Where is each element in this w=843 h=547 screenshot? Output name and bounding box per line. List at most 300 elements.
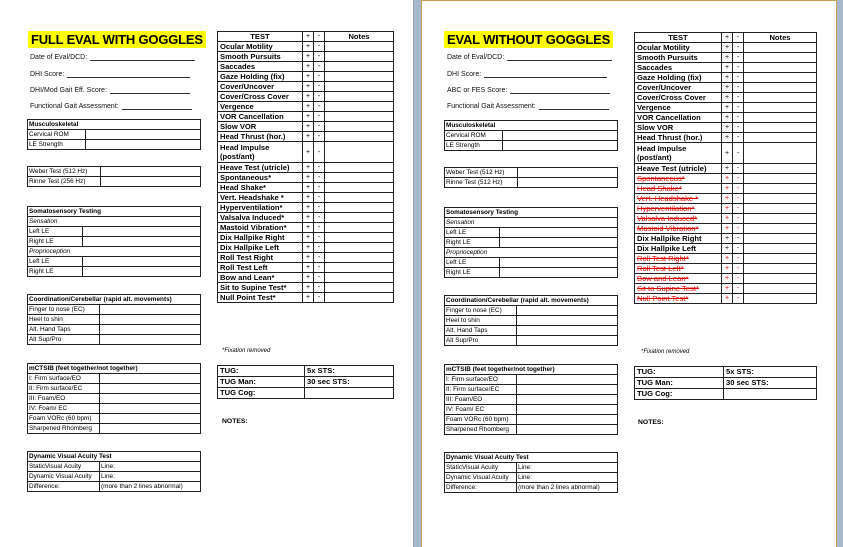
test-name: Hyperventilation* [635,204,722,214]
entry-cell[interactable] [83,257,201,267]
plus-cell[interactable]: + [303,62,314,72]
plus-column-header: + [722,33,733,43]
test-row [218,42,394,52]
notes-cell[interactable] [744,264,817,274]
minus-cell[interactable]: - [314,142,325,163]
plus-cell[interactable]: + [722,254,733,264]
test-name: Sit to Supine Test* [218,283,303,293]
dhi-score-field[interactable] [30,71,190,78]
test-name: Hyperventilation* [218,203,303,213]
plus-cell[interactable]: + [722,83,733,93]
table-row: Alt Sup/Pro [28,335,100,345]
table-row: I: Firm surface/EO [28,374,100,384]
plus-cell[interactable]: + [303,203,314,213]
plus-cell[interactable]: + [722,244,733,254]
table-header: Somatosensory Testing [445,208,618,218]
entry-cell[interactable] [503,141,618,151]
entry-cell[interactable] [517,415,618,425]
tug-table [217,365,394,399]
plus-cell[interactable]: + [722,73,733,83]
test-row [218,132,394,142]
tug-cog-cell[interactable]: TUG Cog: [635,389,724,400]
mctsib-table [444,364,618,435]
test-row [218,213,394,223]
plus-cell[interactable]: + [303,72,314,82]
minus-cell[interactable]: - [314,102,325,112]
test-name: Vert. Headshake * [218,193,303,203]
line-label: Line: [101,462,115,470]
notes-cell[interactable] [744,113,817,123]
notes-cell[interactable] [744,254,817,264]
test-row [635,284,817,294]
plus-cell[interactable]: + [303,213,314,223]
table-row: Alt. Hand Taps [445,326,517,336]
minus-cell[interactable]: - [314,52,325,62]
plus-cell[interactable]: + [303,132,314,142]
plus-cell[interactable]: + [722,184,733,194]
minus-cell[interactable]: - [314,72,325,82]
minus-cell[interactable]: - [314,293,325,303]
table-row: Alt. Hand Taps [28,325,100,335]
entry-cell[interactable] [517,375,618,385]
minus-cell[interactable]: - [733,63,744,73]
table-row: Heel to shin [445,316,517,326]
plus-cell[interactable]: + [303,102,314,112]
minus-cell[interactable]: - [314,213,325,223]
minus-cell[interactable]: - [733,264,744,274]
functional-gait-field[interactable] [30,103,192,110]
entry-cell[interactable] [100,384,201,394]
plus-cell[interactable]: + [722,113,733,123]
test-row [218,193,394,203]
functional-gait-field[interactable] [447,103,609,110]
minus-cell[interactable]: - [314,263,325,273]
minus-cell[interactable]: - [733,294,744,304]
notes-cell[interactable] [325,233,394,243]
test-row [218,52,394,62]
minus-cell[interactable]: - [314,42,325,52]
line-cell[interactable] [100,472,201,482]
notes-cell[interactable] [325,263,394,273]
notes-cell[interactable] [744,83,817,93]
entry-cell[interactable] [100,414,201,424]
minus-cell[interactable]: - [314,253,325,263]
table-row: Right LE [28,267,83,277]
entry-cell[interactable] [100,374,201,384]
minus-cell[interactable]: - [733,204,744,214]
minus-cell[interactable]: - [733,234,744,244]
table-row: LE Strength [445,141,503,151]
test-name: Head Thrust (hor.) [635,133,722,143]
notes-cell[interactable] [325,253,394,263]
notes-cell[interactable] [744,294,817,304]
minus-cell[interactable]: - [314,82,325,92]
tug-table [634,366,817,400]
plus-cell[interactable]: + [303,112,314,122]
plus-cell[interactable]: + [303,263,314,273]
line-label: Line: [518,463,532,471]
table-row: Alt Sup/Pro [445,336,517,346]
field-label: DHI/Mod Gait Eff. Score: [30,87,107,94]
tug-man-cell[interactable]: TUG Man: [635,378,724,389]
plus-cell[interactable]: + [722,234,733,244]
line-cell[interactable] [517,473,618,483]
page-title: EVAL WITHOUT GOGGLES [444,31,613,48]
test-row [218,233,394,243]
date-of-eval-field[interactable] [447,54,612,61]
table-row: I: Firm surface/EO [445,375,517,385]
minus-cell[interactable]: - [733,73,744,83]
test-name: Valsalva Induced* [218,213,303,223]
plus-cell[interactable]: + [722,264,733,274]
sts30-cell[interactable]: 30 sec STS: [724,378,817,389]
notes-cell[interactable] [325,142,394,163]
plus-cell[interactable]: + [722,214,733,224]
notes-cell[interactable] [744,174,817,184]
minus-cell[interactable]: - [733,164,744,174]
notes-cell[interactable] [744,73,817,83]
test-name: Head Shake* [218,183,303,193]
subheader-sensation: Sensation [28,217,201,227]
table-row: Weber Test (512 Hz) [445,168,518,178]
minus-cell[interactable]: - [314,233,325,243]
test-name: Gaze Holding (fix) [635,73,722,83]
notes-cell[interactable] [325,92,394,102]
entry-cell[interactable] [83,267,201,277]
notes-cell[interactable] [744,164,817,174]
test-row [218,253,394,263]
notes-cell[interactable] [325,243,394,253]
plus-cell[interactable]: + [303,193,314,203]
table-header: Coordination/Cerebellar (rapid alt. movements) [445,296,618,306]
test-name: Spontaneous* [218,173,303,183]
plus-cell[interactable]: + [722,204,733,214]
table-row: Cervical ROM [445,131,503,141]
notes-cell[interactable] [744,234,817,244]
field-label: Date of Eval/DCD: [30,54,88,61]
minus-cell[interactable]: - [733,143,744,164]
plus-cell[interactable]: + [303,42,314,52]
table-row: Right LE [445,268,500,278]
test-name: Heave Test (utricle) [218,163,303,173]
entry-cell[interactable] [500,238,618,248]
notes-cell[interactable] [744,214,817,224]
notes-cell[interactable] [744,53,817,63]
sts5-cell[interactable]: 5x STS: [724,367,817,378]
table-header: Musculoskeletal [445,121,618,131]
entry-cell[interactable] [517,405,618,415]
entry-cell[interactable] [517,385,618,395]
plus-cell[interactable]: + [722,103,733,113]
minus-cell[interactable]: - [733,284,744,294]
minus-cell[interactable]: - [733,43,744,53]
plus-cell[interactable]: + [722,164,733,174]
notes-cell[interactable] [325,193,394,203]
plus-cell[interactable]: + [722,294,733,304]
minus-cell[interactable]: - [733,53,744,63]
entry-cell[interactable] [517,336,618,346]
test-row [218,82,394,92]
entry-cell[interactable] [503,131,618,141]
test-row [635,113,817,123]
notes-cell[interactable] [325,173,394,183]
plus-cell[interactable]: + [303,253,314,263]
test-name: Saccades [218,62,303,72]
test-row [635,83,817,93]
test-name: Vergence [218,102,303,112]
notes-cell[interactable] [744,103,817,113]
tug-man-cell[interactable]: TUG Man: [218,377,305,388]
test-name: Vert. Headshake * [635,194,722,204]
sts30-cell[interactable]: 30 sec STS: [305,377,394,388]
test-name: Heave Test (utricle) [635,164,722,174]
tug-cell[interactable]: TUG: [635,367,724,378]
empty-cell[interactable] [305,388,394,399]
test-name: Head Thrust (hor.) [218,132,303,142]
plus-cell[interactable]: + [303,283,314,293]
test-row [218,273,394,283]
sts5-cell[interactable]: 5x STS: [305,366,394,377]
plus-cell[interactable]: + [303,163,314,173]
notes-cell[interactable] [325,223,394,233]
notes-cell[interactable] [744,184,817,194]
notes-cell[interactable] [744,204,817,214]
plus-cell[interactable]: + [303,142,314,163]
notes-cell[interactable] [744,194,817,204]
minus-cell[interactable]: - [733,113,744,123]
plus-cell[interactable]: + [722,43,733,53]
line-cell[interactable] [517,463,618,473]
minus-cell[interactable]: - [314,92,325,102]
table-row: II: Firm surface/EC [445,385,517,395]
notes-cell[interactable] [325,52,394,62]
test-name: Slow VOR [218,122,303,132]
plus-cell[interactable]: + [722,53,733,63]
test-name: Null Point Test* [635,294,722,304]
minus-cell[interactable]: - [314,112,325,122]
minus-cell[interactable]: - [733,244,744,254]
dhi-mod-gait-field[interactable] [30,87,190,94]
entry-cell[interactable] [100,404,201,414]
line-cell[interactable] [100,462,201,472]
test-row [218,102,394,112]
musculoskeletal-table [27,119,201,150]
entry-cell[interactable] [100,424,201,434]
plus-cell[interactable]: + [303,173,314,183]
diff-cell[interactable] [100,482,201,492]
plus-cell[interactable]: + [722,123,733,133]
notes-cell[interactable] [325,203,394,213]
plus-cell[interactable]: + [303,293,314,303]
notes-cell[interactable] [325,82,394,92]
entry-cell[interactable] [517,425,618,435]
empty-cell[interactable] [724,389,817,400]
notes-cell[interactable] [744,63,817,73]
plus-cell[interactable]: + [722,274,733,284]
entry-cell[interactable] [500,258,618,268]
subheader-proprioception: Proprioception [445,248,618,258]
tug-cell[interactable]: TUG: [218,366,305,377]
entry-cell[interactable] [517,316,618,326]
entry-cell[interactable] [517,326,618,336]
test-row [218,62,394,72]
test-row [635,224,817,234]
table-header: mCTSIB (feet together/not together) [445,365,618,375]
minus-cell[interactable]: - [733,123,744,133]
entry-cell[interactable] [500,228,618,238]
test-row [635,73,817,83]
notes-cell[interactable] [325,72,394,82]
minus-cell[interactable]: - [314,283,325,293]
plus-cell[interactable]: + [303,223,314,233]
table-row: II: Firm surface/EC [28,384,100,394]
entry-cell[interactable] [83,227,201,237]
notes-cell[interactable] [325,293,394,303]
table-row: IV: Foam/ EC [445,405,517,415]
test-name: Roll Test Right* [635,254,722,264]
minus-cell[interactable]: - [733,103,744,113]
notes-cell[interactable] [325,42,394,52]
test-row [218,163,394,173]
plus-cell[interactable]: + [722,174,733,184]
test-name: Dix Hallpike Right [218,233,303,243]
minus-cell[interactable]: - [733,254,744,264]
table-header: Dynamic Visual Acuity Test [28,452,201,462]
notes-cell[interactable] [325,163,394,173]
entry-cell[interactable] [517,306,618,316]
abc-fes-score-field[interactable] [447,87,610,94]
plus-cell[interactable]: + [722,133,733,143]
notes-cell[interactable] [744,133,817,143]
entry-cell[interactable] [100,335,201,345]
minus-cell[interactable]: - [314,132,325,142]
notes-cell[interactable] [325,183,394,193]
plus-cell[interactable]: + [722,284,733,294]
entry-cell[interactable] [83,237,201,247]
minus-cell[interactable]: - [733,174,744,184]
plus-cell[interactable]: + [722,224,733,234]
entry-cell[interactable] [518,178,618,188]
field-label: DHI Score: [447,71,482,78]
table-header: Dynamic Visual Acuity Test [445,453,618,463]
minus-cell[interactable]: - [733,214,744,224]
entry-cell[interactable] [101,177,201,187]
notes-cell[interactable] [744,93,817,103]
test-name: VOR Cancellation [218,112,303,122]
notes-cell[interactable] [325,112,394,122]
fixation-note: *Fixation removed [641,349,690,355]
plus-cell[interactable]: + [303,122,314,132]
minus-cell[interactable]: - [314,173,325,183]
entry-cell[interactable] [100,325,201,335]
table-row: Right LE [28,237,83,247]
minus-cell[interactable]: - [733,194,744,204]
notes-cell[interactable] [325,102,394,112]
plus-cell[interactable]: + [303,233,314,243]
test-name: Cover/Uncover [218,82,303,92]
notes-cell[interactable] [744,123,817,133]
entry-cell[interactable] [100,305,201,315]
minus-cell[interactable]: - [314,122,325,132]
minus-cell[interactable]: - [314,273,325,283]
notes-cell[interactable] [744,274,817,284]
plus-cell[interactable]: + [303,52,314,62]
test-row [635,244,817,254]
plus-cell[interactable]: + [303,273,314,283]
notes-cell[interactable] [744,284,817,294]
notes-cell[interactable] [744,244,817,254]
minus-cell[interactable]: - [733,184,744,194]
minus-cell[interactable]: - [314,193,325,203]
test-row [635,184,817,194]
minus-cell[interactable]: - [314,223,325,233]
notes-cell[interactable] [325,132,394,142]
notes-cell[interactable] [325,283,394,293]
plus-cell[interactable]: + [722,143,733,164]
entry-cell[interactable] [517,395,618,405]
plus-cell[interactable]: + [303,92,314,102]
notes-cell[interactable] [744,224,817,234]
notes-cell[interactable] [744,43,817,53]
table-row: Cervical ROM [28,130,86,140]
minus-cell[interactable]: - [733,274,744,284]
minus-cell[interactable]: - [314,62,325,72]
test-row [635,294,817,304]
test-row [635,254,817,264]
date-of-eval-field[interactable] [30,54,195,61]
entry-cell[interactable] [500,268,618,278]
minus-cell[interactable]: - [733,224,744,234]
plus-cell[interactable]: + [303,183,314,193]
dhi-score-field[interactable] [447,71,607,78]
test-row [635,164,817,174]
field-label: Date of Eval/DCD: [447,54,505,61]
minus-cell[interactable]: - [314,183,325,193]
plus-cell[interactable]: + [722,194,733,204]
test-row [635,63,817,73]
entry-cell[interactable] [101,167,201,177]
notes-cell[interactable] [325,122,394,132]
minus-cell[interactable]: - [314,163,325,173]
plus-cell[interactable]: + [303,243,314,253]
minus-cell[interactable]: - [733,133,744,143]
plus-cell[interactable]: + [722,93,733,103]
tug-cog-cell[interactable]: TUG Cog: [218,388,305,399]
test-name: Valsalva Induced* [635,214,722,224]
entry-cell[interactable] [86,140,201,150]
diff-cell[interactable] [517,483,618,493]
notes-cell[interactable] [325,62,394,72]
plus-cell[interactable]: + [722,63,733,73]
test-row [218,72,394,82]
minus-column-header: - [314,32,325,42]
notes-cell[interactable] [325,213,394,223]
entry-cell[interactable] [100,315,201,325]
entry-cell[interactable] [86,130,201,140]
minus-cell[interactable]: - [733,93,744,103]
minus-cell[interactable]: - [314,203,325,213]
table-row: IV: Foam/ EC [28,404,100,414]
notes-cell[interactable] [325,273,394,283]
entry-cell[interactable] [518,168,618,178]
notes-cell[interactable] [744,143,817,164]
plus-cell[interactable]: + [303,82,314,92]
dynamic-visual-acuity-table [27,451,201,492]
minus-cell[interactable]: - [733,83,744,93]
entry-cell[interactable] [100,394,201,404]
minus-cell[interactable]: - [314,243,325,253]
test-row [635,214,817,224]
